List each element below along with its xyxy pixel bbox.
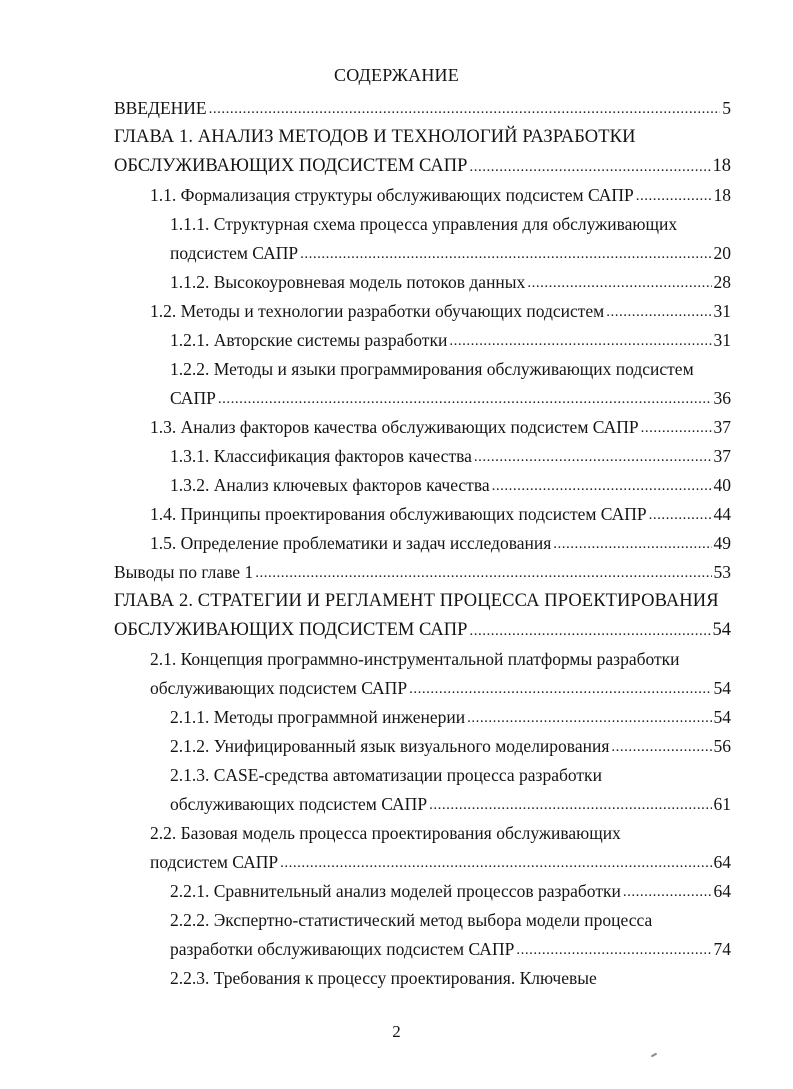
toc-entry-2-1-3-cont[interactable] <box>170 787 731 815</box>
toc-page-number: 20 <box>713 243 731 263</box>
toc-page-number: 56 <box>713 736 731 756</box>
toc-entry-1-1[interactable] <box>150 178 731 206</box>
leader-dots <box>429 793 711 815</box>
toc-entry-2-2-1[interactable] <box>170 874 731 902</box>
leader-dots <box>300 242 711 264</box>
toc-page-number: 37 <box>713 417 731 437</box>
toc-entry-1-5[interactable] <box>150 526 731 554</box>
toc-entry-1-2[interactable] <box>150 294 731 322</box>
toc-entry-text: 2.2. Базовая модель процесса проектирования обслуживающих <box>150 823 621 843</box>
leader-dots <box>649 503 712 525</box>
leader-dots <box>469 619 710 641</box>
toc-entry-text: 1.3. Анализ факторов качества обслуживающих подсистем САПР <box>150 417 639 437</box>
toc-page-number: 31 <box>713 301 731 321</box>
page-title: СОДЕРЖАНИЕ <box>334 65 459 85</box>
toc-page-number: 18 <box>713 185 731 205</box>
toc-entry-1-3-2[interactable] <box>170 468 731 496</box>
toc-entry-2-2-2-cont[interactable] <box>170 932 731 960</box>
leader-dots <box>469 155 710 177</box>
toc-entry-text: 1.3.2. Анализ ключевых факторов качества <box>170 475 490 495</box>
leader-dots <box>409 677 711 699</box>
toc-page-number: 64 <box>713 881 731 901</box>
leader-dots <box>209 97 721 119</box>
leader-dots <box>606 300 711 322</box>
toc-entry-2-1[interactable] <box>150 642 680 670</box>
toc-entry-text: ОБСЛУЖИВАЮЩИХ ПОДСИСТЕМ САПР <box>114 620 468 640</box>
toc-entry-text: 1.5. Определение проблематики и задач исследования <box>150 533 552 553</box>
toc-entry-text: 1.2.1. Авторские системы разработки <box>170 330 448 350</box>
toc-entry-1-3[interactable] <box>150 410 731 438</box>
toc-page-number: 74 <box>713 939 731 959</box>
toc-page-number: 36 <box>713 388 731 408</box>
toc-entry-2-2-3[interactable] <box>170 961 597 989</box>
toc-entry-2-1-cont[interactable] <box>150 671 731 699</box>
toc-entry-text: обслуживающих подсистем САПР <box>170 794 428 814</box>
toc-entry-text: Выводы по главе 1 <box>114 562 254 582</box>
toc-entry-2-2-2[interactable] <box>170 903 652 931</box>
toc-entry-text: 1.1. Формализация структуры обслуживающих подсистем САПР <box>150 185 634 205</box>
toc-entry-chapter-2-cont[interactable] <box>114 613 731 641</box>
toc-entry-text: 1.2.2. Методы и языки программирования обслуживающих подсистем <box>170 359 694 379</box>
toc-entry-text: САПР <box>170 388 216 408</box>
leader-dots <box>553 532 711 554</box>
leader-dots <box>492 474 712 496</box>
toc-entry-text: 2.1.1. Методы программной инженерии <box>170 707 466 727</box>
leader-dots <box>623 880 712 902</box>
toc-page-number: 44 <box>713 504 731 524</box>
toc-page-number: 61 <box>713 794 731 814</box>
toc-entry-chapter-2[interactable] <box>114 584 719 612</box>
toc-entry-1-2-1[interactable] <box>170 323 731 351</box>
toc-entry-text: разработки обслуживающих подсистем САПР <box>170 939 515 959</box>
leader-dots <box>516 938 711 960</box>
toc-entry-1-4[interactable] <box>150 497 731 525</box>
toc-entry-text: 1.1.2. Высокоуровневая модель потоков данных <box>170 272 526 292</box>
toc-page-number: 40 <box>713 475 731 495</box>
toc-page-number: 18 <box>712 156 731 176</box>
toc-entry-text: 1.2. Методы и технологии разработки обучающих подсистем <box>150 301 605 321</box>
leader-dots <box>636 184 712 206</box>
leader-dots <box>474 445 712 467</box>
leader-dots <box>527 271 711 293</box>
toc-entry-chapter-1[interactable] <box>114 120 636 148</box>
toc-page-number: 28 <box>713 272 731 292</box>
toc-entry-text: ОБСЛУЖИВАЮЩИХ ПОДСИСТЕМ САПР <box>114 156 468 176</box>
toc-entry-text: подсистем САПР <box>150 852 279 872</box>
toc-entry-1-2-2[interactable] <box>170 352 694 380</box>
toc-page-number: 54 <box>713 707 731 727</box>
toc-entry-text: ВВЕДЕНИЕ <box>114 98 207 118</box>
leader-dots <box>449 329 711 351</box>
toc-entry-1-1-2[interactable] <box>170 265 731 293</box>
leader-dots <box>467 706 711 728</box>
leader-dots <box>280 851 711 873</box>
toc-entry-1-1-1-cont[interactable] <box>170 236 731 264</box>
toc-entry-text: ГЛАВА 2. СТРАТЕГИИ И РЕГЛАМЕНТ ПРОЦЕССА ПРОЕКТИРОВАНИЯ <box>114 591 719 611</box>
toc-entry-text: 2.1.2. Унифицированный язык визуального моделирования <box>170 736 610 756</box>
toc-entry-text: ГЛАВА 1. АНАЛИЗ МЕТОДОВ И ТЕХНОЛОГИЙ РАЗРАБОТКИ <box>114 127 636 147</box>
toc-entry-text: 2.1. Концепция программно-инструментальной платформы разработки <box>150 649 680 669</box>
toc-entry-2-2-cont[interactable] <box>150 845 731 873</box>
toc-page-number: 64 <box>713 852 731 872</box>
toc-entry-text: 2.2.3. Требования к процессу проектирования. Ключевые <box>170 968 597 988</box>
leader-dots <box>255 561 711 583</box>
toc-entry-conclusions-1[interactable] <box>114 555 731 583</box>
toc-entry-text: 2.2.1. Сравнительный анализ моделей процессов разработки <box>170 881 621 901</box>
leader-dots <box>641 416 712 438</box>
toc-page-number: 53 <box>713 562 731 582</box>
toc-entry-text: 1.3.1. Классификация факторов качества <box>170 446 472 466</box>
toc-entry-text: обслуживающих подсистем САПР <box>150 678 408 698</box>
page-number: 2 <box>392 1022 401 1041</box>
toc-entry-2-1-3[interactable] <box>170 758 602 786</box>
toc-page-number: 54 <box>713 678 731 698</box>
toc-page-number: 37 <box>713 446 731 466</box>
leader-dots <box>611 735 711 757</box>
scan-artifact <box>651 1053 657 1058</box>
toc-entry-text: 2.1.3. CASE-средства автоматизации процесса разработки <box>170 765 602 785</box>
toc-entry-text: 1.4. Принципы проектирования обслуживающих подсистем САПР <box>150 504 647 524</box>
toc-entry-text: подсистем САПР <box>170 243 299 263</box>
toc-entry-1-1-1[interactable] <box>170 207 677 235</box>
toc-entry-1-3-1[interactable] <box>170 439 731 467</box>
toc-page-number: 54 <box>712 620 731 640</box>
toc-entry-text: 2.2.2. Экспертно-статистический метод выбора модели процесса <box>170 910 653 930</box>
toc-entry-2-1-1[interactable] <box>170 700 731 728</box>
toc-entry-introduction[interactable] <box>114 91 731 119</box>
toc-entry-2-1-2[interactable] <box>170 729 731 757</box>
toc-entry-1-2-2-cont[interactable] <box>170 381 731 409</box>
toc-page-number: 49 <box>713 533 731 553</box>
leader-dots <box>218 387 712 409</box>
toc-entry-text: 1.1.1. Структурная схема процесса управления для обслуживающих <box>170 214 678 234</box>
toc-page-number: 5 <box>722 98 731 118</box>
toc-entry-chapter-1-cont[interactable] <box>114 149 731 177</box>
toc-entry-2-2[interactable] <box>150 816 621 844</box>
toc-page-number: 31 <box>713 330 731 350</box>
